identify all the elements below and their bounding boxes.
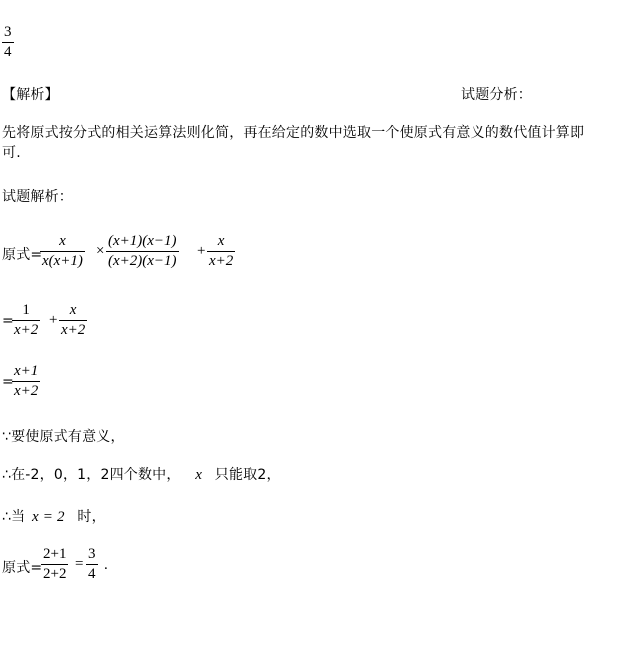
fraction-bar xyxy=(40,251,85,252)
therefore-line-2 xyxy=(2,506,106,526)
step1-fraction-3 xyxy=(207,233,235,270)
plus-sign: + xyxy=(49,312,58,328)
condition-expression: x = 2 xyxy=(31,509,65,525)
step1-fraction-2-numerator: (x+1)(x−1) xyxy=(108,233,177,249)
step3-fraction-1 xyxy=(12,363,40,400)
analysis-label: 试题分析： xyxy=(461,87,532,103)
final-fraction-2-denominator: 4 xyxy=(88,566,96,582)
step2-fraction-2-denominator: x+2 xyxy=(61,322,86,338)
fraction-bar xyxy=(41,564,68,565)
variable-x: x xyxy=(195,467,203,483)
fraction-bar xyxy=(2,42,14,43)
final-period: . xyxy=(104,557,108,573)
answer-denominator: 4 xyxy=(4,44,12,60)
analysis-text-line-2: 可. xyxy=(2,145,21,161)
step1-fraction-3-numerator: x xyxy=(217,233,225,249)
step1-fraction-2 xyxy=(106,233,179,270)
final-fraction-1-denominator: 2+2 xyxy=(43,566,67,582)
step1-fraction-1-denominator: x(x+1) xyxy=(42,253,83,269)
answer-fraction xyxy=(2,24,14,61)
fraction-bar xyxy=(207,251,235,252)
plus-sign: + xyxy=(197,243,206,259)
therefore-line-1-end: 只能取2， xyxy=(214,467,281,483)
step1-prefix: 原式= xyxy=(2,247,43,263)
step2-fraction-1-denominator: x+2 xyxy=(14,322,39,338)
step3-prefix: = xyxy=(2,374,14,390)
step1-fraction-3-denominator: x+2 xyxy=(209,253,234,269)
equals-sign: = xyxy=(75,556,84,572)
section-jiexi-heading: 【解析】 xyxy=(2,87,59,103)
because-line: ∵要使原式有意义， xyxy=(2,429,125,445)
solution-label: 试题解析： xyxy=(2,189,73,205)
step3-fraction-1-numerator: x+1 xyxy=(14,363,39,379)
final-fraction-2 xyxy=(86,546,98,583)
therefore-line-1-start: ∴在-2，0，1，2四个数中， xyxy=(2,467,181,483)
fraction-bar xyxy=(86,564,98,565)
step1-fraction-2-denominator: (x+2)(x−1) xyxy=(108,253,177,269)
final-fraction-1 xyxy=(41,546,68,583)
therefore-line-1 xyxy=(2,464,281,484)
therefore-line-2-start: ∴当 xyxy=(2,509,26,525)
step2-prefix: = xyxy=(2,313,14,329)
final-fraction-2-numerator: 3 xyxy=(88,546,96,562)
step2-fraction-2-numerator: x xyxy=(69,302,77,318)
step2-fraction-1-numerator: 1 xyxy=(22,302,30,318)
step2-fraction-1 xyxy=(12,302,40,339)
step1-fraction-1-numerator: x xyxy=(59,233,66,249)
times-sign: × xyxy=(96,243,105,259)
answer-numerator: 3 xyxy=(4,24,12,40)
fraction-bar xyxy=(106,251,179,252)
final-fraction-1-numerator: 2+1 xyxy=(43,546,67,562)
analysis-text-line-1: 先将原式按分式的相关运算法则化简，再在给定的数中选取一个使原式有意义的数代值计算即 xyxy=(2,125,585,141)
fraction-bar xyxy=(59,320,87,321)
step3-fraction-1-denominator: x+2 xyxy=(14,383,39,399)
final-prefix: 原式= xyxy=(2,560,43,576)
step2-fraction-2 xyxy=(59,302,87,339)
therefore-line-2-end: 时， xyxy=(77,509,106,525)
step1-fraction-1 xyxy=(40,233,85,270)
fraction-bar xyxy=(12,320,40,321)
fraction-bar xyxy=(12,381,40,382)
